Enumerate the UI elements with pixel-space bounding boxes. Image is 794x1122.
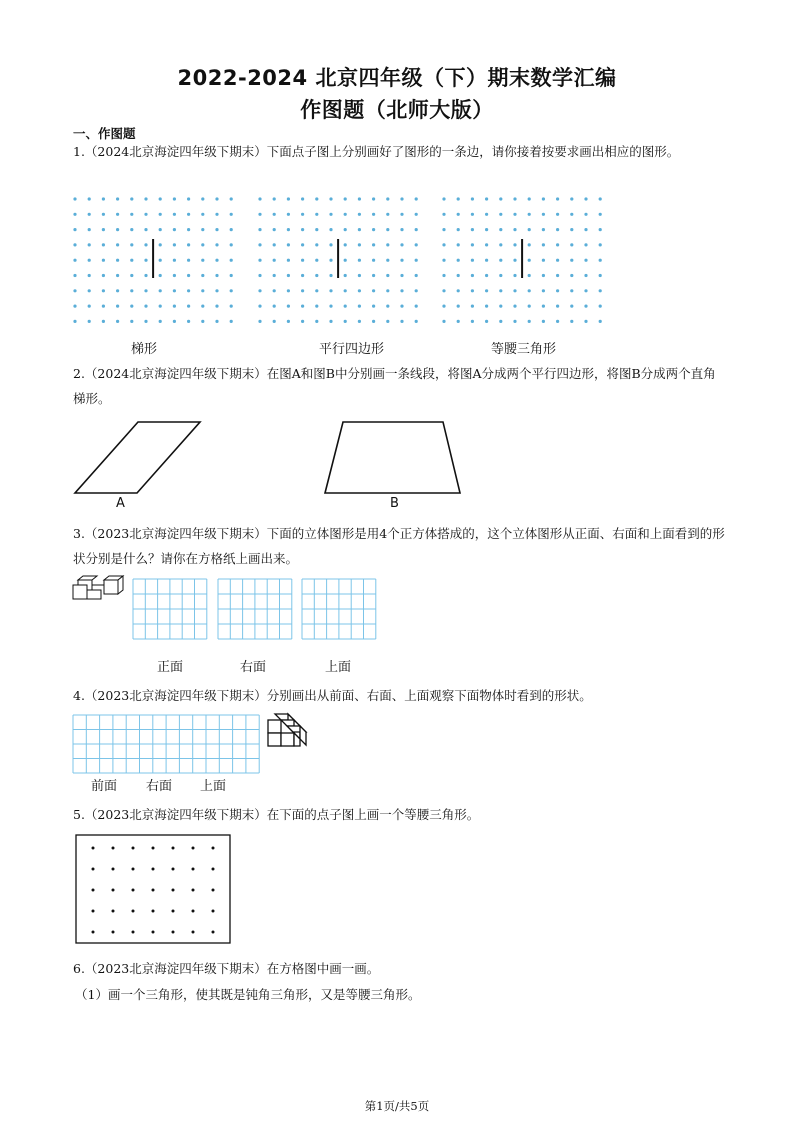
grid-dot <box>152 889 155 892</box>
grid-dot <box>112 931 115 934</box>
grid-dot <box>212 847 215 850</box>
grid-dot <box>132 931 135 934</box>
grid-dot <box>152 847 155 850</box>
grid-dot <box>112 847 115 850</box>
grid-dot <box>132 910 135 913</box>
grid-dot <box>92 868 95 871</box>
grid-dot <box>212 910 215 913</box>
grid-dot <box>152 910 155 913</box>
grid-dot <box>92 889 95 892</box>
question-6-sub-1: （1）画一个三角形，使其既是钝角三角形，又是等腰三角形。 <box>75 987 421 1002</box>
q4-label-right: 右面 <box>146 779 173 794</box>
q1-label-trapezoid: 梯形 <box>131 342 158 357</box>
q4-label-top: 上面 <box>200 779 227 794</box>
question-1-text: 1.（2024北京海淀四年级下期末）下面点子图上分别画好了图形的一条边，请你接着按要求画出相应的图形。 <box>73 144 680 159</box>
question-4-text: 4.（2023北京海淀四年级下期末）分别画出从前面、右面、上面观察下面物体时看到的形状。 <box>73 688 592 703</box>
grid-dot <box>112 868 115 871</box>
grid-dot <box>92 847 95 850</box>
grid-dot <box>172 910 175 913</box>
q3-label-top: 上面 <box>325 660 352 675</box>
question-6-text: 6.（2023北京海淀四年级下期末）在方格图中画一画。 <box>73 961 380 976</box>
grid-dot <box>192 910 195 913</box>
grid-dot <box>192 889 195 892</box>
question-3-text: 3.（2023北京海淀四年级下期末）下面的立体图形是用4个正方体搭成的，这个立体图形从正面、右面和上面看到的形状分别是什么？请你在方格纸上画出来。 <box>73 526 725 566</box>
q1-label-isosceles: 等腰三角形 <box>491 342 557 357</box>
grid-dot <box>212 889 215 892</box>
grid-dot <box>192 931 195 934</box>
grid-dot <box>112 889 115 892</box>
grid-dot <box>112 910 115 913</box>
page-subtitle: 作图题（北师大版） <box>300 98 494 122</box>
grid-dot <box>192 868 195 871</box>
grid-dot <box>192 847 195 850</box>
q2-label-b: B <box>390 496 399 511</box>
grid-dot <box>92 910 95 913</box>
grid-dot <box>172 931 175 934</box>
grid-dot <box>172 847 175 850</box>
grid-dot <box>172 868 175 871</box>
q2-label-a: A <box>116 496 125 511</box>
q1-label-parallelogram: 平行四边形 <box>319 342 385 357</box>
q3-label-right: 右面 <box>240 660 267 675</box>
q3-label-front: 正面 <box>157 660 184 675</box>
grid-dot <box>132 889 135 892</box>
q4-label-front: 前面 <box>91 779 118 794</box>
grid-dot <box>132 847 135 850</box>
grid-dot <box>92 931 95 934</box>
grid-dot <box>212 868 215 871</box>
section-heading: 一、作图题 <box>73 126 136 141</box>
question-2-text: 2.（2024北京海淀四年级下期末）在图A和图B中分别画一条线段，将图A分成两个平行四边形，将图B分成两个直角梯形。 <box>73 366 716 406</box>
grid-dot <box>152 868 155 871</box>
page-title: 2022-2024 北京四年级（下）期末数学汇编 <box>177 66 617 90</box>
grid-dot <box>172 889 175 892</box>
grid-dot <box>152 931 155 934</box>
grid-dot <box>132 868 135 871</box>
question-5-text: 5.（2023北京海淀四年级下期末）在下面的点子图上画一个等腰三角形。 <box>73 807 480 822</box>
grid-dot <box>212 931 215 934</box>
page-footer: 第1页/共5页 <box>364 1099 430 1113</box>
